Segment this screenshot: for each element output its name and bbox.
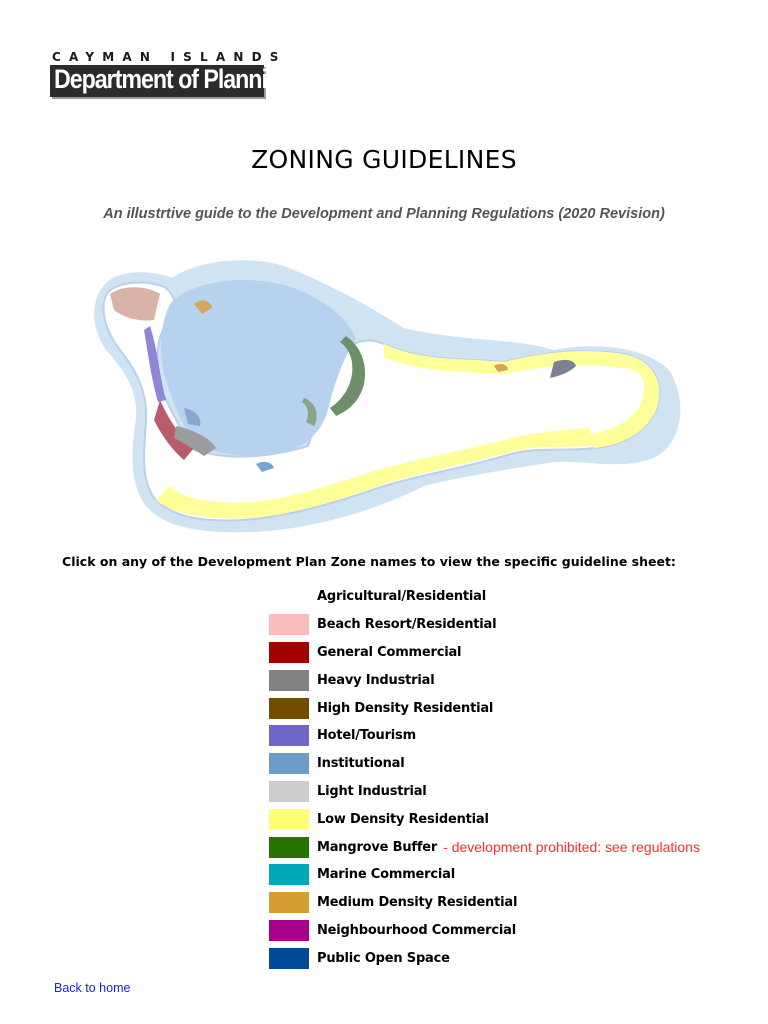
zone-link-heavy-industrial[interactable]: Heavy Industrial [317, 672, 435, 688]
swatch-light-industrial [269, 781, 309, 802]
swatch-agricultural-residential [269, 586, 309, 607]
swatch-institutional [269, 753, 309, 774]
logo-main-text: Department of Planning [54, 64, 294, 94]
instruction-text: Click on any of the Development Plan Zone names to view the specific guideline sheet: [62, 554, 676, 569]
page-title: ZONING GUIDELINES [251, 145, 517, 174]
mangrove-warning-note: - development prohibited: see regulations [443, 839, 700, 855]
legend-row-light-industrial [269, 780, 427, 802]
zone-link-marine-commercial[interactable]: Marine Commercial [317, 866, 455, 882]
legend-row-neighbourhood-commercial [269, 919, 516, 941]
legend-row-high-density-residential [269, 697, 493, 719]
back-to-home-link[interactable]: Back to home [54, 981, 131, 995]
legend-row-mangrove-buffer [269, 836, 700, 858]
legend-row-medium-density-residential [269, 891, 517, 913]
legend-row-agricultural-residential [269, 585, 486, 607]
zone-link-public-open-space[interactable]: Public Open Space [317, 950, 450, 966]
zoning-map-image [84, 250, 688, 534]
swatch-heavy-industrial [269, 670, 309, 691]
zone-link-mangrove-buffer[interactable]: Mangrove Buffer [317, 839, 438, 855]
legend-row-institutional [269, 752, 404, 774]
zone-link-low-density-residential[interactable]: Low Density Residential [317, 811, 489, 827]
zone-link-medium-density-residential[interactable]: Medium Density Residential [317, 894, 518, 910]
zone-link-neighbourhood-commercial[interactable]: Neighbourhood Commercial [317, 922, 516, 938]
zone-link-agricultural-residential[interactable]: Agricultural/Residential [317, 588, 487, 604]
zone-link-high-density-residential[interactable]: High Density Residential [317, 700, 494, 716]
legend-row-hotel-tourism [269, 724, 416, 746]
department-logo [50, 50, 294, 98]
legend-row-marine-commercial [269, 863, 455, 885]
logo-top-text: CAYMAN ISLANDS [52, 50, 287, 64]
legend-row-public-open-space [269, 947, 450, 969]
zone-link-hotel-tourism[interactable]: Hotel/Tourism [317, 727, 416, 743]
swatch-low-density-residential [269, 809, 309, 830]
zone-link-general-commercial[interactable]: General Commercial [317, 644, 462, 660]
swatch-general-commercial [269, 642, 309, 663]
legend-row-low-density-residential [269, 808, 489, 830]
legend-row-general-commercial [269, 641, 461, 663]
swatch-hotel-tourism [269, 725, 309, 746]
legend-row-heavy-industrial [269, 669, 434, 691]
swatch-marine-commercial [269, 864, 309, 885]
zone-link-light-industrial[interactable]: Light Industrial [317, 783, 427, 799]
swatch-beach-resort-residential [269, 614, 309, 635]
swatch-medium-density-residential [269, 892, 309, 913]
zone-link-beach-resort-residential[interactable]: Beach Resort/Residential [317, 616, 497, 632]
page-subtitle: An illustrtive guide to the Development and Planning Regulations (2020 Revision) [103, 206, 665, 222]
swatch-neighbourhood-commercial [269, 920, 309, 941]
swatch-public-open-space [269, 948, 309, 969]
swatch-mangrove-buffer [269, 837, 309, 858]
zone-link-institutional[interactable]: Institutional [317, 755, 405, 771]
swatch-high-density-residential [269, 698, 309, 719]
legend-row-beach-resort-residential [269, 613, 496, 635]
